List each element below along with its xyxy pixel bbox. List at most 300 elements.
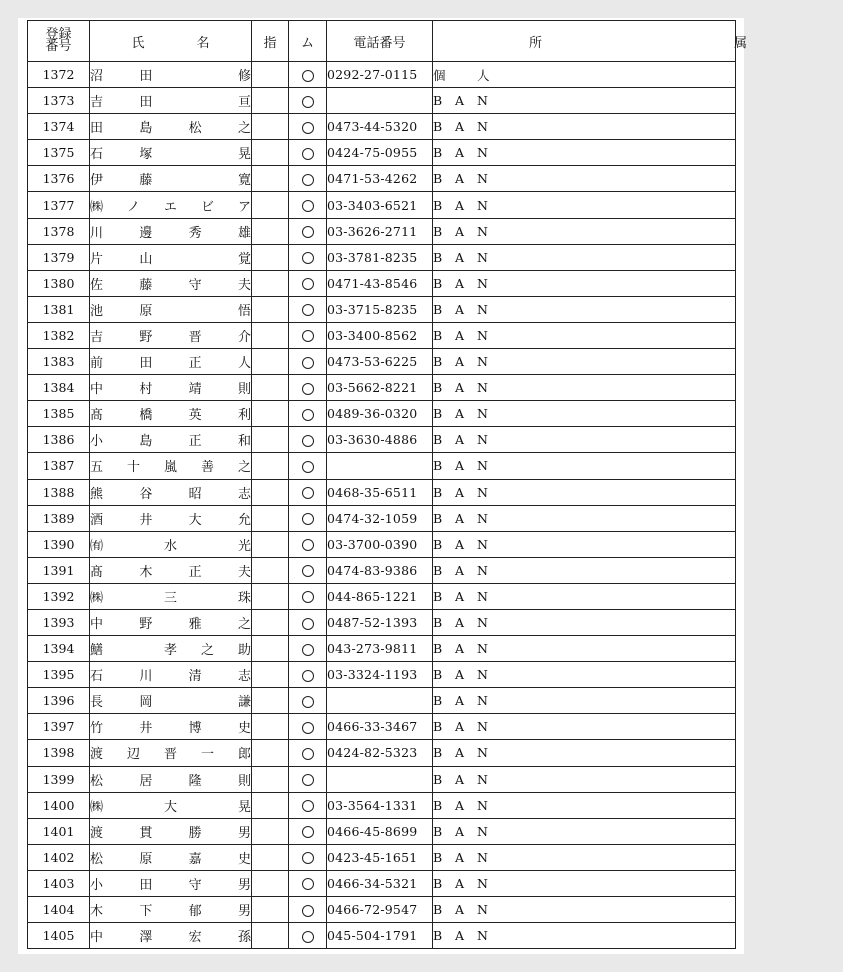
- circle-mark-icon: [302, 200, 314, 212]
- phone-number: 043-273-9811: [327, 636, 433, 662]
- name-char: 覚: [237, 251, 251, 267]
- affiliation-char: N: [477, 641, 488, 657]
- finger-cell: [252, 244, 289, 270]
- name-char: 橋: [139, 408, 153, 424]
- member-name: [90, 349, 252, 375]
- affiliation: [433, 166, 736, 192]
- finger-cell: [252, 740, 289, 766]
- affiliation-char: A: [455, 641, 465, 657]
- affiliation-char: N: [477, 771, 488, 787]
- name-char: 正: [188, 564, 202, 580]
- finger-cell: [252, 870, 289, 896]
- member-name: [90, 244, 252, 270]
- member-name: [90, 714, 252, 740]
- finger-cell: [252, 505, 289, 531]
- affiliation-char: B: [433, 406, 443, 422]
- finger-cell: [252, 557, 289, 583]
- affiliation: [433, 923, 736, 949]
- finger-cell: [252, 609, 289, 635]
- affiliation-char: B: [433, 823, 443, 839]
- circle-mark-icon: [302, 722, 314, 734]
- affiliation-char: B: [433, 902, 443, 918]
- affiliation-char: B: [433, 719, 443, 735]
- affiliation-char: A: [455, 510, 465, 526]
- name-char: 前: [90, 356, 104, 372]
- phone-number: 0487-52-1393: [327, 609, 433, 635]
- name-char: [189, 248, 202, 267]
- name-char: 川: [139, 669, 153, 685]
- registration-number: 1401: [28, 818, 90, 844]
- affiliation-char: N: [477, 615, 488, 631]
- header-mu: ム: [289, 21, 327, 62]
- affiliation-char: N: [477, 301, 488, 317]
- affiliation: [433, 114, 736, 140]
- phone-number: [327, 766, 433, 792]
- registration-number: 1392: [28, 583, 90, 609]
- name-char: [201, 535, 214, 554]
- table-row: [28, 218, 736, 244]
- mu-cell: [289, 557, 327, 583]
- affiliation-char: A: [455, 719, 465, 735]
- name-char: 中: [90, 930, 104, 946]
- mu-cell: [289, 401, 327, 427]
- name-char: 野: [139, 617, 153, 633]
- name-char: 澤: [139, 930, 153, 946]
- circle-mark-icon: [302, 591, 314, 603]
- name-char: 渡: [90, 747, 104, 763]
- affiliation-char: A: [455, 902, 465, 918]
- affiliation-char: N: [477, 380, 488, 396]
- name-char: 光: [237, 538, 251, 554]
- name-char: 英: [188, 408, 202, 424]
- name-char: 守: [188, 277, 202, 293]
- name-char: 鱔: [90, 643, 104, 659]
- name-char: 十: [126, 460, 140, 476]
- name-char: [127, 587, 140, 606]
- name-char: 田: [139, 356, 153, 372]
- name-char: 雄: [237, 225, 251, 241]
- phone-number: 0466-45-8699: [327, 818, 433, 844]
- affiliation-char: B: [433, 197, 443, 213]
- member-name: [90, 531, 252, 557]
- name-char: 介: [237, 329, 251, 345]
- registration-number: 1377: [28, 192, 90, 218]
- name-char: 佐: [90, 277, 104, 293]
- affiliation-char: B: [433, 641, 443, 657]
- name-char: 島: [139, 121, 153, 137]
- phone-number: 0466-34-5321: [327, 870, 433, 896]
- member-name: [90, 792, 252, 818]
- affiliation: [433, 870, 736, 896]
- registration-number: 1382: [28, 322, 90, 348]
- registration-number: 1390: [28, 531, 90, 557]
- name-char: 則: [237, 382, 251, 398]
- circle-mark-icon: [302, 826, 314, 838]
- header-phone: 電話番号: [327, 21, 433, 62]
- name-char: 中: [90, 382, 104, 398]
- mu-cell: [289, 714, 327, 740]
- mu-cell: [289, 870, 327, 896]
- name-char: 守: [188, 877, 202, 893]
- affiliation-char: N: [477, 849, 488, 865]
- table-row: [28, 688, 736, 714]
- name-char: 之: [200, 643, 214, 659]
- affiliation-char: B: [433, 354, 443, 370]
- affiliation: [433, 88, 736, 114]
- affiliation-char: N: [477, 719, 488, 735]
- header-finger: 指: [252, 21, 289, 62]
- name-char: 靖: [188, 382, 202, 398]
- finger-cell: [252, 479, 289, 505]
- affiliation-char: N: [477, 928, 488, 944]
- affiliation-char: 人: [477, 67, 490, 83]
- name-char: 善: [200, 460, 214, 476]
- table-row: [28, 349, 736, 375]
- finger-cell: [252, 453, 289, 479]
- circle-mark-icon: [302, 618, 314, 630]
- affiliation-char: A: [455, 354, 465, 370]
- name-char: 正: [188, 434, 202, 450]
- finger-cell: [252, 714, 289, 740]
- mu-cell: [289, 349, 327, 375]
- member-name: [90, 844, 252, 870]
- table-row: [28, 505, 736, 531]
- phone-number: 03-3715-8235: [327, 296, 433, 322]
- member-name: [90, 557, 252, 583]
- table-row: [28, 714, 736, 740]
- mu-cell: [289, 88, 327, 114]
- affiliation-char: A: [455, 693, 465, 709]
- name-char: 正: [188, 356, 202, 372]
- phone-number: [327, 688, 433, 714]
- affiliation-char: N: [477, 145, 488, 161]
- affiliation-char: N: [477, 536, 488, 552]
- name-char: [127, 639, 140, 658]
- mu-cell: [289, 375, 327, 401]
- name-char: 井: [139, 512, 153, 528]
- phone-number: 03-3403-6521: [327, 192, 433, 218]
- table-row: [28, 818, 736, 844]
- finger-cell: [252, 818, 289, 844]
- affiliation-char: N: [477, 458, 488, 474]
- name-char: 髙: [90, 564, 104, 580]
- mu-cell: [289, 923, 327, 949]
- name-char: 池: [90, 303, 104, 319]
- registration-number: 1395: [28, 662, 90, 688]
- phone-number: 03-3564-1331: [327, 792, 433, 818]
- name-char: 髙: [90, 408, 104, 424]
- circle-mark-icon: [302, 487, 314, 499]
- phone-number: 0466-72-9547: [327, 897, 433, 923]
- affiliation-char: A: [455, 667, 465, 683]
- affiliation: [433, 792, 736, 818]
- affiliation-char: A: [455, 249, 465, 265]
- affiliation-char: B: [433, 536, 443, 552]
- affiliation-char: B: [433, 145, 443, 161]
- name-char: 原: [139, 303, 153, 319]
- circle-mark-icon: [302, 96, 314, 108]
- circle-mark-icon: [302, 174, 314, 186]
- affiliation-char: B: [433, 745, 443, 761]
- phone-number: 0423-45-1651: [327, 844, 433, 870]
- circle-mark-icon: [302, 644, 314, 656]
- member-name: [90, 114, 252, 140]
- phone-number: 0466-33-3467: [327, 714, 433, 740]
- affiliation-char: A: [455, 197, 465, 213]
- circle-mark-icon: [302, 122, 314, 134]
- registration-number: 1404: [28, 897, 90, 923]
- affiliation-char: N: [477, 93, 488, 109]
- table-row: [28, 166, 736, 192]
- name-char: 史: [237, 851, 251, 867]
- affiliation-char: B: [433, 223, 443, 239]
- phone-number: 03-5662-8221: [327, 375, 433, 401]
- name-char: 晋: [188, 329, 202, 345]
- phone-number: 0473-44-5320: [327, 114, 433, 140]
- name-char: 藤: [139, 277, 153, 293]
- member-name: [90, 88, 252, 114]
- table-row: [28, 870, 736, 896]
- affiliation-char: N: [477, 432, 488, 448]
- member-name: [90, 427, 252, 453]
- registration-number: 1396: [28, 688, 90, 714]
- mu-cell: [289, 583, 327, 609]
- mu-cell: [289, 453, 327, 479]
- affiliation-char: N: [477, 119, 488, 135]
- registration-number: 1379: [28, 244, 90, 270]
- registration-number: 1398: [28, 740, 90, 766]
- name-char: 隆: [188, 773, 202, 789]
- phone-number: 0468-35-6511: [327, 479, 433, 505]
- affiliation-char: B: [433, 275, 443, 291]
- mu-cell: [289, 166, 327, 192]
- affiliation-char: N: [477, 562, 488, 578]
- name-char: 嘉: [188, 851, 202, 867]
- affiliation-char: A: [455, 380, 465, 396]
- member-name: [90, 401, 252, 427]
- table-row: [28, 897, 736, 923]
- mu-cell: [289, 636, 327, 662]
- affiliation: [433, 375, 736, 401]
- name-char: 原: [139, 851, 153, 867]
- circle-mark-icon: [302, 357, 314, 369]
- affiliation-char: N: [477, 484, 488, 500]
- circle-mark-icon: [302, 330, 314, 342]
- table-row: [28, 583, 736, 609]
- name-char: 辺: [126, 747, 140, 763]
- circle-mark-icon: [302, 226, 314, 238]
- circle-mark-icon: [302, 748, 314, 760]
- circle-mark-icon: [302, 278, 314, 290]
- finger-cell: [252, 923, 289, 949]
- name-char: 晋: [163, 747, 177, 763]
- affiliation: [433, 270, 736, 296]
- affiliation-char: B: [433, 432, 443, 448]
- member-name: [90, 62, 252, 88]
- affiliation: [433, 192, 736, 218]
- phone-number: 03-3324-1193: [327, 662, 433, 688]
- affiliation: [433, 427, 736, 453]
- phone-number: 0424-75-0955: [327, 140, 433, 166]
- name-char: 之: [237, 121, 251, 137]
- affiliation: [433, 322, 736, 348]
- affiliation-char: N: [477, 327, 488, 343]
- affiliation-char: N: [477, 510, 488, 526]
- affiliation-char: B: [433, 875, 443, 891]
- mu-cell: [289, 140, 327, 166]
- name-char: 野: [139, 329, 153, 345]
- affiliation-char: B: [433, 615, 443, 631]
- circle-mark-icon: [302, 513, 314, 525]
- mu-cell: [289, 766, 327, 792]
- phone-number: 044-865-1221: [327, 583, 433, 609]
- member-name: [90, 818, 252, 844]
- affiliation: [433, 453, 736, 479]
- affiliation-char: B: [433, 928, 443, 944]
- header-registration-number: 登録 番号: [28, 21, 90, 62]
- affiliation-char: A: [455, 171, 465, 187]
- name-char: 雅: [188, 617, 202, 633]
- name-char: ㈱: [90, 199, 104, 215]
- name-char: 夫: [237, 564, 251, 580]
- name-char: 島: [139, 434, 153, 450]
- mu-cell: [289, 897, 327, 923]
- name-char: 水: [163, 538, 177, 554]
- affiliation-char: N: [477, 223, 488, 239]
- header-affiliation: 所 属: [433, 21, 736, 62]
- name-char: 松: [90, 773, 104, 789]
- affiliation: [433, 636, 736, 662]
- affiliation-char: 個: [433, 67, 446, 83]
- name-char: 田: [139, 95, 153, 111]
- affiliation-char: N: [477, 197, 488, 213]
- affiliation-char: N: [477, 797, 488, 813]
- affiliation-char: N: [477, 406, 488, 422]
- phone-number: 0473-53-6225: [327, 349, 433, 375]
- name-char: 井: [139, 721, 153, 737]
- affiliation-char: A: [455, 588, 465, 604]
- member-name: [90, 166, 252, 192]
- name-char: エ: [163, 199, 177, 215]
- finger-cell: [252, 636, 289, 662]
- affiliation: [433, 583, 736, 609]
- name-char: ㈲: [90, 538, 104, 554]
- name-char: 酒: [90, 512, 104, 528]
- member-name: [90, 270, 252, 296]
- member-name: [90, 453, 252, 479]
- member-name: [90, 662, 252, 688]
- name-char: ㈱: [90, 799, 104, 815]
- name-char: 志: [237, 669, 251, 685]
- affiliation: [433, 557, 736, 583]
- circle-mark-icon: [302, 696, 314, 708]
- finger-cell: [252, 583, 289, 609]
- table-row: [28, 114, 736, 140]
- affiliation-char: A: [455, 536, 465, 552]
- mu-cell: [289, 296, 327, 322]
- affiliation: [433, 740, 736, 766]
- affiliation-char: N: [477, 249, 488, 265]
- name-char: 吉: [90, 95, 104, 111]
- name-char: 助: [237, 643, 251, 659]
- affiliation-char: A: [455, 849, 465, 865]
- name-char: 下: [139, 904, 153, 920]
- table-row: [28, 192, 736, 218]
- registration-number: 1374: [28, 114, 90, 140]
- name-char: [189, 691, 202, 710]
- phone-number: [327, 88, 433, 114]
- affiliation-char: N: [477, 171, 488, 187]
- name-char: 居: [139, 773, 153, 789]
- name-char: [189, 91, 202, 110]
- affiliation-char: A: [455, 432, 465, 448]
- finger-cell: [252, 375, 289, 401]
- affiliation: [433, 662, 736, 688]
- table-row: [28, 296, 736, 322]
- affiliation-char: A: [455, 458, 465, 474]
- mu-cell: [289, 218, 327, 244]
- name-char: 珠: [237, 590, 251, 606]
- circle-mark-icon: [302, 539, 314, 551]
- finger-cell: [252, 427, 289, 453]
- affiliation-char: B: [433, 301, 443, 317]
- circle-mark-icon: [302, 931, 314, 943]
- mu-cell: [289, 244, 327, 270]
- table-row: [28, 923, 736, 949]
- affiliation-char: N: [477, 902, 488, 918]
- name-char: 和: [237, 434, 251, 450]
- table-row: [28, 62, 736, 88]
- table-row: [28, 140, 736, 166]
- name-char: 大: [188, 512, 202, 528]
- affiliation-char: A: [455, 615, 465, 631]
- phone-number: [327, 453, 433, 479]
- table-row: [28, 740, 736, 766]
- registration-number: 1399: [28, 766, 90, 792]
- registration-number: 1387: [28, 453, 90, 479]
- name-char: 熊: [90, 486, 104, 502]
- affiliation-char: B: [433, 458, 443, 474]
- affiliation-char: B: [433, 797, 443, 813]
- phone-number: 03-3700-0390: [327, 531, 433, 557]
- table-row: [28, 479, 736, 505]
- registration-number: 1380: [28, 270, 90, 296]
- name-char: [201, 587, 214, 606]
- name-char: 郁: [188, 904, 202, 920]
- registration-number: 1372: [28, 62, 90, 88]
- phone-number: 03-3400-8562: [327, 322, 433, 348]
- phone-number: 03-3630-4886: [327, 427, 433, 453]
- circle-mark-icon: [302, 800, 314, 812]
- name-char: 木: [139, 564, 153, 580]
- registration-number: 1388: [28, 479, 90, 505]
- member-name: [90, 870, 252, 896]
- registration-number: 1378: [28, 218, 90, 244]
- affiliation: [433, 505, 736, 531]
- affiliation-char: B: [433, 484, 443, 500]
- name-char: 吉: [90, 329, 104, 345]
- member-name: [90, 740, 252, 766]
- name-char: [201, 796, 214, 815]
- mu-cell: [289, 479, 327, 505]
- name-char: 清: [188, 669, 202, 685]
- name-char: 松: [90, 851, 104, 867]
- phone-number: 03-3781-8235: [327, 244, 433, 270]
- table-row: [28, 844, 736, 870]
- member-name: [90, 140, 252, 166]
- table-row: [28, 322, 736, 348]
- affiliation-char: B: [433, 849, 443, 865]
